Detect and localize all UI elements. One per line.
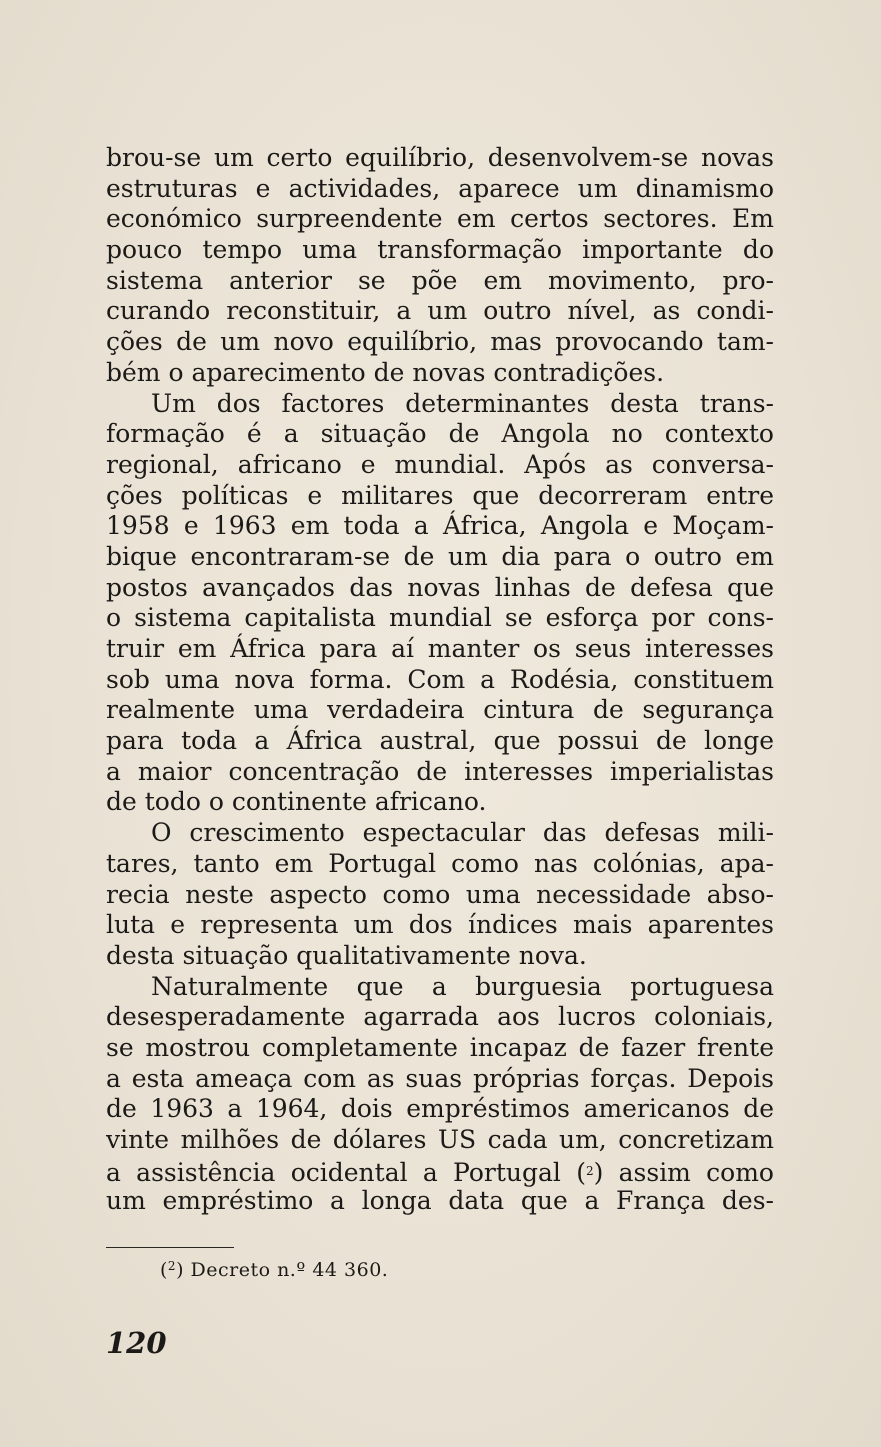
text-line: Naturalmente que a burguesia portuguesa	[151, 971, 774, 1001]
text-line: sistema anterior se põe em movimento, pro-	[106, 265, 774, 295]
body-text	[106, 143, 774, 1217]
text-line: realmente uma verdadeira cintura de segurança	[106, 695, 774, 725]
text-line: bém o aparecimento de novas contradições.	[106, 357, 665, 387]
footnote-reference: 2	[585, 1163, 594, 1178]
footnote-rule	[106, 1247, 234, 1248]
footnote-mark: 2	[167, 1259, 177, 1273]
text-line: económico surpreendente em certos sectores. Em	[106, 204, 774, 234]
text-line: 1958 e 1963 em toda a África, Angola e Moçam-	[106, 511, 774, 541]
text-line: vinte milhões de dólares US cada um, concretizam	[106, 1125, 774, 1154]
text-line: de todo o continente africano.	[106, 787, 487, 817]
text-line: a maior concentração de interesses imperialistas	[106, 756, 774, 786]
text-line: para toda a África austral, que possui de longe	[106, 726, 774, 756]
text-line: o sistema capitalista mundial se esforça por cons-	[106, 603, 774, 633]
text-line: ções políticas e militares que decorreram entre	[106, 480, 774, 510]
text-line: truir em África para aí manter os seus interesses	[106, 634, 774, 663]
text-line: tares, tanto em Portugal como nas colónias, apa-	[106, 848, 774, 878]
text-line: desesperadamente agarrada aos lucros coloniais,	[106, 1002, 774, 1032]
text-line: bique encontraram-se de um dia para o outro em	[106, 541, 774, 571]
text-line: pouco tempo uma transformação importante do	[106, 235, 774, 265]
page-number: 120	[106, 1326, 167, 1360]
text-line: formação é a situação de Angola no contexto	[106, 419, 774, 449]
text-line: curando reconstituir, a um outro nível, as condi-	[106, 296, 774, 326]
text-line: se mostrou completamente incapaz de fazer frente	[106, 1032, 774, 1062]
text-line: um empréstimo a longa data que a França des-	[106, 1186, 774, 1216]
text-line-with-note	[106, 1156, 774, 1187]
text-line: desta situação qualitativamente nova.	[106, 940, 587, 970]
text-line: regional, africano e mundial. Após as conversa-	[106, 449, 774, 479]
text-line: luta e representa um dos índices mais aparentes	[106, 910, 774, 940]
text-line: recia neste aspecto como uma necessidade abso-	[106, 879, 774, 909]
text-line: de 1963 a 1964, dois empréstimos americanos de	[106, 1094, 774, 1124]
text-line: estruturas e actividades, aparece um dinamismo	[106, 173, 774, 203]
text-line: Um dos factores determinantes desta trans-	[151, 388, 774, 418]
text-line: ções de um novo equilíbrio, mas provocando tam-	[106, 327, 774, 357]
footnote-open-paren: (	[160, 1259, 168, 1281]
text-line: O crescimento espectacular das defesas mili-	[151, 818, 774, 848]
note-ref-text-after: ) assim como	[593, 1157, 774, 1187]
footnote-text: ) Decreto n.º 44 360.	[176, 1259, 389, 1281]
text-line: sob uma nova forma. Com a Rodésia, constituem	[106, 664, 774, 694]
note-ref-text-before: a assistência ocidental a Portugal (	[106, 1157, 586, 1187]
text-line: postos avançados das novas linhas de defesa que	[106, 572, 774, 602]
text-line: brou-se um certo equilíbrio, desenvolvem-se novas	[106, 143, 774, 172]
text-line: a esta ameaça com as suas próprias forças. Depois	[106, 1063, 774, 1093]
footnote	[160, 1259, 388, 1281]
